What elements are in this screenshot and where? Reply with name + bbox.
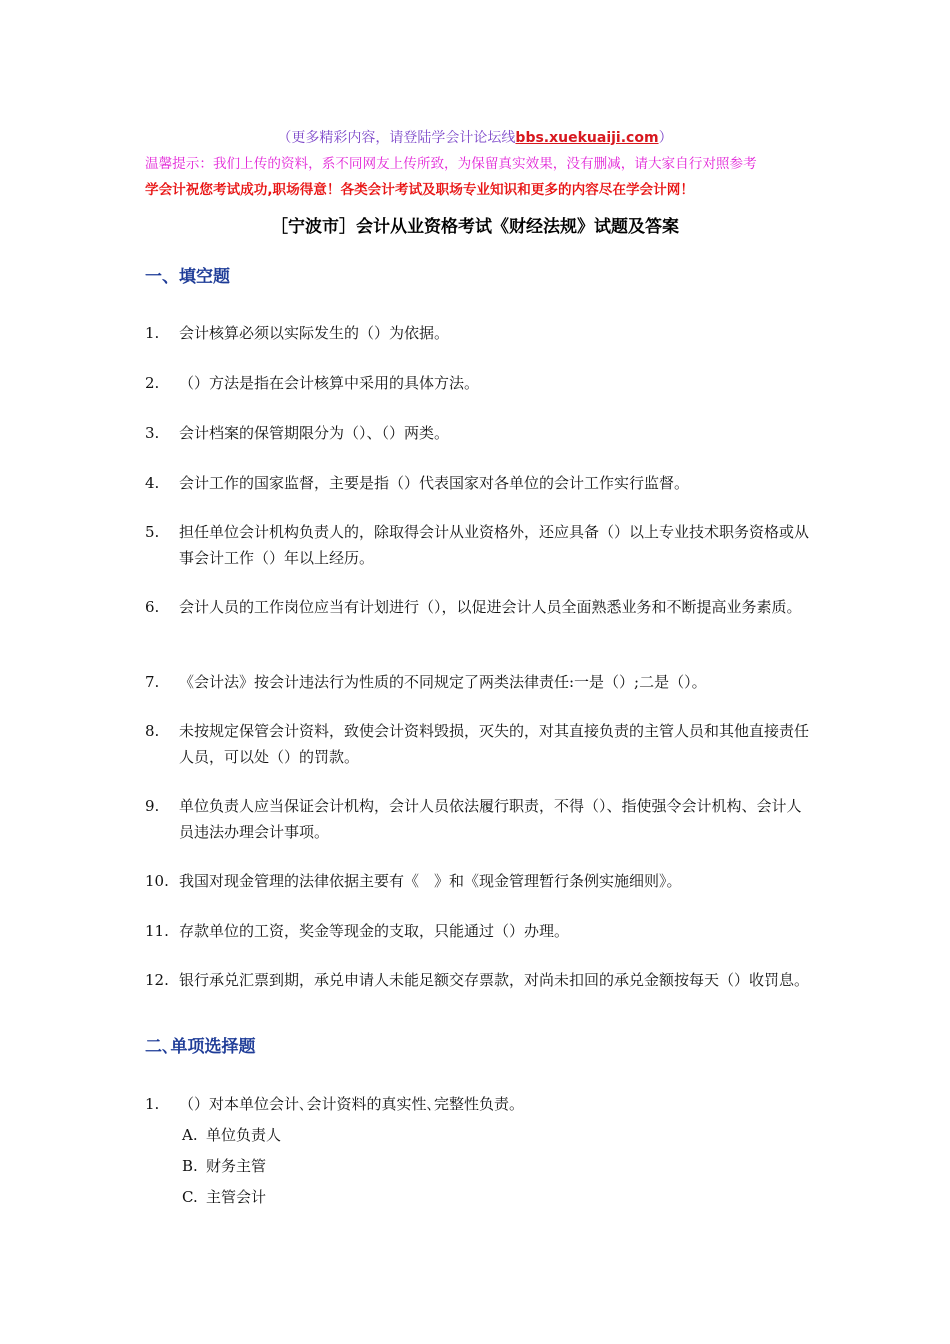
question-number: 9. xyxy=(145,797,160,815)
option-letter: C. xyxy=(182,1188,198,1206)
question-text: 我国对现金管理的法律依据主要有《 》和《现金管理暂行条例实施细则》。 xyxy=(179,872,682,890)
option-text: 单位负责人 xyxy=(206,1126,282,1144)
forum-link[interactable]: bbs.xuekuaiji.com xyxy=(515,130,659,146)
question-text: 会计核算必须以实际发生的（）为依据。 xyxy=(179,324,450,342)
question-text: 银行承兑汇票到期，承兑申请人未能足额交存票款，对尚未扣回的承兑金额按每天（）收罚息。 xyxy=(179,971,810,989)
section-heading-fill-blank: 一、填空题 xyxy=(145,267,230,287)
question-text: 担任单位会计机构负责人的，除取得会计从业资格外，还应具备（）以上专业技术职务资格或从事会计工作（）年以上经历。 xyxy=(179,523,810,567)
question-number: 12. xyxy=(145,971,169,989)
question-item xyxy=(145,868,810,894)
question-text: 存款单位的工资，奖金等现金的支取，只能通过（）办理。 xyxy=(179,922,570,940)
question-item xyxy=(145,320,810,346)
section-heading-single-choice: 二､单项选择题 xyxy=(145,1037,256,1057)
question-item xyxy=(145,967,810,993)
question-item xyxy=(145,793,810,845)
document-title: ［宁波市］会计从业资格考试《财经法规》试题及答案 xyxy=(271,217,679,237)
question-number: 8. xyxy=(145,722,160,740)
answer-option xyxy=(182,1123,281,1147)
question-text: 会计人员的工作岗位应当有计划进行（），以促进会计人员全面熟悉业务和不断提高业务素质。 xyxy=(179,598,802,616)
question-text: 会计工作的国家监督，主要是指（）代表国家对各单位的会计工作实行监督。 xyxy=(179,474,690,492)
question-text: 《会计法》按会计违法行为性质的不同规定了两类法律责任:一是（）;二是（）。 xyxy=(179,673,707,691)
question-text: （）方法是指在会计核算中采用的具体方法。 xyxy=(179,374,480,392)
option-letter: A. xyxy=(182,1126,198,1144)
question-number: 4. xyxy=(145,474,160,492)
question-text: 单位负责人应当保证会计机构，会计人员依法履行职责，不得（）、指使强令会计机构、会计人员违法办理会计事项。 xyxy=(179,797,802,841)
question-number: 5. xyxy=(145,523,160,541)
question-item xyxy=(145,918,810,944)
option-letter: B. xyxy=(182,1157,198,1175)
site-notice-prefix: （更多精彩内容，请登陆学会计论坛线 xyxy=(277,130,516,146)
question-item xyxy=(145,420,810,446)
question-item xyxy=(145,370,810,396)
question-number: 10. xyxy=(145,872,169,890)
question-number: 2. xyxy=(145,374,160,392)
question-text: 会计档案的保管期限分为（）、（）两类。 xyxy=(179,424,450,442)
question-item xyxy=(145,594,810,620)
question-number: 1. xyxy=(145,324,160,342)
answer-option xyxy=(182,1154,266,1178)
warm-tip: 温馨提示：我们上传的资料，系不同网友上传所致，为保留真实效果，没有删减，请大家自行对照参考 xyxy=(145,156,757,172)
site-notice-suffix: ） xyxy=(658,130,673,146)
question-text: （）对本单位会计､会计资料的真实性､完整性负责。 xyxy=(179,1095,525,1113)
question-item xyxy=(145,718,810,770)
question-number: 6. xyxy=(145,598,160,616)
question-number: 1. xyxy=(145,1095,160,1113)
option-text: 主管会计 xyxy=(206,1188,267,1206)
question-item xyxy=(145,669,810,695)
question-number: 3. xyxy=(145,424,160,442)
option-text: 财务主管 xyxy=(206,1157,267,1175)
question-number: 11. xyxy=(145,922,169,940)
question-item xyxy=(145,1091,810,1117)
answer-option xyxy=(182,1185,266,1209)
question-item xyxy=(145,519,810,571)
slogan: 学会计祝您考试成功,职场得意！各类会计考试及职场专业知识和更多的内容尽在学会计网！ xyxy=(145,182,694,198)
question-item xyxy=(145,470,810,496)
site-notice xyxy=(0,127,950,147)
question-number: 7. xyxy=(145,673,160,691)
question-text: 未按规定保管会计资料，致使会计资料毁损，灭失的，对其直接负责的主管人员和其他直接责任人员，可以处（）的罚款。 xyxy=(179,722,810,766)
